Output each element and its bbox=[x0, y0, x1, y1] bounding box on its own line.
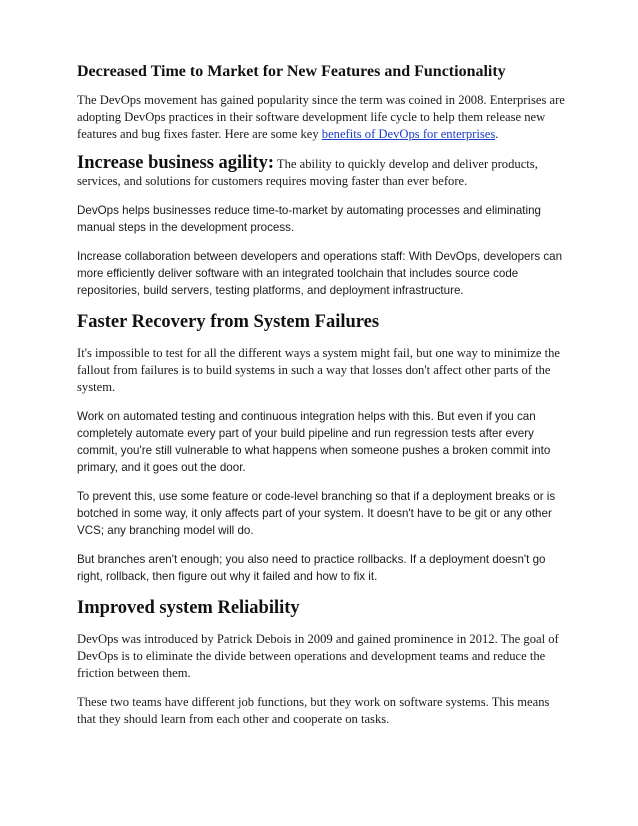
paragraph-branching: To prevent this, use some feature or code-level branching so that if a deployment breaks or is botched in some way, it only affects part of your system. It doesn't have to be git or any other VCS; any branching model will do. bbox=[77, 490, 556, 537]
paragraph-automated-testing: Work on automated testing and continuous integration helps with this. But even if you can completely automate every part of your build pipeline and run regression tests after every commit, you're still vulnerable to what happens when someone pushes a broken commit into primary, and it goes out the door. bbox=[77, 410, 551, 474]
heading-time-to-market: Decreased Time to Market for New Features and Functionality bbox=[77, 63, 506, 80]
benefits-of-devops-link[interactable]: benefits of DevOps for enterprises bbox=[321, 127, 496, 141]
document-page bbox=[77, 62, 565, 740]
paragraph-patrick-debois: DevOps was introduced by Patrick Debois in 2009 and gained prominence in 2012. The goal of DevOps is to eliminate the divide between operations and development teams and reduce the friction between them. bbox=[77, 632, 559, 680]
paragraph-collaboration: Increase collaboration between developers and operations staff: With DevOps, developers can more efficiently deliver software with an integrated toolchain that includes source code repositories, build servers, testing platforms, and deployment infrastructure. bbox=[77, 250, 563, 297]
paragraph-devops-popularity bbox=[77, 92, 565, 143]
paragraph-rollbacks: But branches aren't enough; you also need to practice rollbacks. If a deployment doesn't go right, rollback, then figure out why it failed and how to fix it. bbox=[77, 553, 546, 583]
paragraph-devops-popularity-text: The DevOps movement has gained popularity since the term was coined in 2008. Enterprises are adopting DevOps practices in their software development life cycle to help them release new features and bug fixes faster. Here are some key bbox=[77, 93, 565, 141]
paragraph-time-to-market-reduction: DevOps helps businesses reduce time-to-market by automating processes and eliminating manual steps in the development process. bbox=[77, 204, 541, 234]
heading-faster-recovery: Faster Recovery from System Failures bbox=[77, 312, 380, 332]
business-agility-text: The ability to quickly develop and deliver products, services, and solutions for customers requires moving faster than ever before. bbox=[77, 157, 538, 188]
paragraph-impossible-to-test: It's impossible to test for all the different ways a system might fail, but one way to minimize the fallout from failures is to build systems in such a way that losses don't affect other parts of the system. bbox=[77, 346, 560, 394]
lead-business-agility: Increase business agility: bbox=[77, 153, 275, 173]
heading-improved-reliability: Improved system Reliability bbox=[77, 598, 300, 618]
paragraph-business-agility bbox=[77, 155, 565, 190]
paragraph-end-period: . bbox=[495, 127, 499, 141]
paragraph-two-teams: These two teams have different job functions, but they work on software systems. This means that they should learn from each other and cooperate on tasks. bbox=[77, 695, 550, 726]
